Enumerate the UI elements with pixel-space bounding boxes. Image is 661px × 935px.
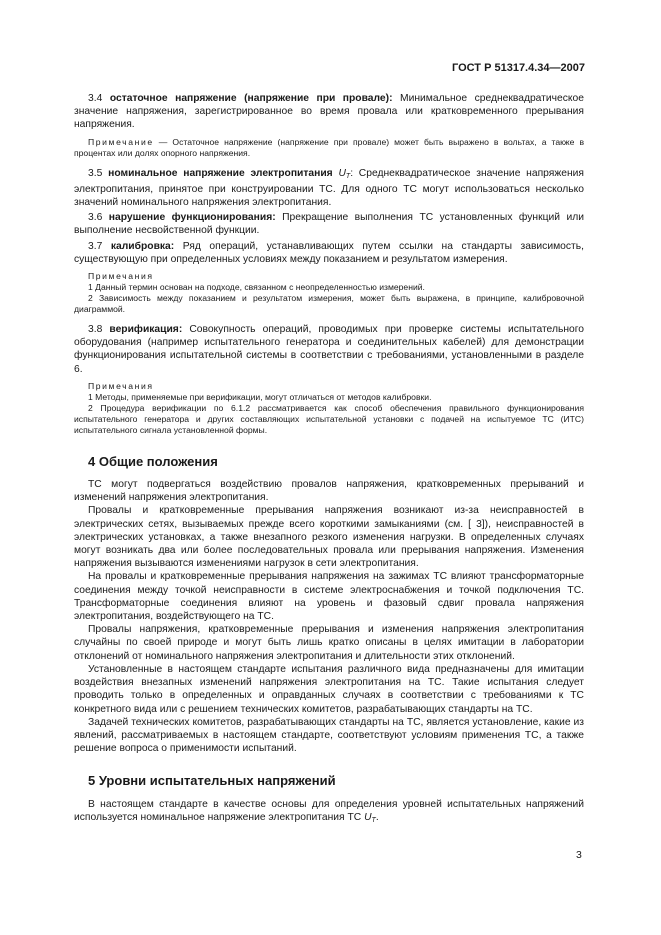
section-4-paragraph: Провалы напряжения, кратковременные прерывания и изменения напряжения электропитания случайны по своей природе и могут быть лишь кратко описаны в целях имитации в лаборатории отклонений от номинального напряжения электропитания и длительности этих отклонений.	[74, 624, 584, 662]
term-title: верификация:	[109, 324, 183, 336]
term-3-4-note	[74, 137, 584, 159]
term-symbol-sub: T	[345, 172, 351, 180]
section-5-symbol-sub: T	[371, 816, 376, 824]
standard-header: ГОСТ Р 51317.4.34—2007	[451, 62, 585, 74]
note-item: 2 Зависимость между показанием и результатом измерения, может быть выражена, в принципе, калибровочной диаграммой.	[74, 293, 584, 315]
term-number: 3.6	[88, 212, 103, 224]
term-definition: Ряд операций, устанавливающих путем ссылки на стандарты зависимость, существующую при определенных условиях между показанием и результатом измерения.	[74, 240, 584, 265]
section-5-paragraph	[74, 798, 584, 827]
section-5-end: .	[375, 811, 379, 823]
term-title: калибровка:	[110, 240, 175, 252]
section-4-paragraph: Провалы и кратковременные прерывания напряжения возникают из-за неисправностей в электрических сетях, вызываемых прежде всего короткими замыканиями (см. [ 3]), неисправностей в электрических установках, а также внезапного резкого изменения нагрузки. В определенных случаях могут возникать два или более последовательных провала или прерывания напряжения. Изменения напряжения вызываются изменениями нагрузок в сети электропитания.	[74, 505, 584, 570]
term-definition: Минимальное среднеквадратическое значение напряжения, зарегистрированное во время провала или кратковременного прерывания напряжения.	[74, 93, 584, 131]
section-4-paragraph: ТС могут подвергаться воздействию провалов напряжения, кратковременных прерываний и изменений напряжения электропитания.	[74, 479, 584, 504]
section-4-paragraph: На провалы и кратковременные прерывания напряжения на зажимах ТС влияют трансформаторные соединения между точкой неисправности в системе электроснабжения и точкой подключения ТС. Трансформаторные соединения влияют на уровень и фазовый сдвиг провала напряжения электропитания, воздействующего на ТС.	[74, 571, 584, 623]
term-3-6	[74, 211, 584, 237]
notes-label: Примечания	[88, 380, 154, 391]
note-text: — Остаточное напряжение (напряжение при провале) может быть выражено в вольтах, а также в процентах или долях опорного напряжения.	[74, 136, 585, 158]
term-number: 3.5	[88, 167, 103, 179]
term-symbol: U	[338, 167, 346, 179]
term-3-7	[74, 240, 584, 266]
term-3-7-notes	[74, 271, 584, 315]
section-5-title: 5 Уровни испытательных напряжений	[88, 773, 336, 789]
term-definition: Совокупность операций, проводимых при проверке системы испытательного оборудования (например испытательного генератора и соединительных кабелей) для демонстрации функционирования испытательной системы в соответствии с требованиями, установленными в разделе 6.	[74, 324, 584, 375]
term-3-8	[74, 323, 584, 376]
term-number: 3.7	[88, 240, 103, 252]
section-4-paragraph: Задачей технических комитетов, разрабатывающих стандарты на ТС, является установление, какие из явлений, рассматриваемых в настоящем стандарте, соответствуют условиям применения ТС, а также решение вопроса о применимости испытаний.	[74, 716, 584, 755]
section-5-text: В настоящем стандарте в качестве основы для определения уровней испытательных напряжений используется номинальное напряжение электропитания ТС	[74, 798, 584, 823]
note-item: 1 Данный термин основан на подходе, связанном с неопределенностью измерений.	[88, 282, 425, 293]
term-number: 3.4	[88, 93, 103, 104]
section-4-title: 4 Общие положения	[88, 453, 218, 469]
page-content	[74, 92, 584, 827]
term-definition: : Среднеквадратическое значение напряжения электропитания, принятое при конструировании ТС. Для одного ТС могут использоваться несколько значений номинального напряжения электропитания.	[74, 167, 584, 209]
term-title: остаточное напряжение (напряжение при провале):	[109, 93, 393, 104]
section-4-paragraph: Установленные в настоящем стандарте испытания различного вида предназначены для имитации воздействия внезапных изменений напряжения электропитания на ТС. Такие испытания следует проводить только в определенных и оправданных случаях в соответствии с требованиями к ТС конкретного вида или с решением технических комитетов, разрабатывающих стандарты на ТС.	[74, 663, 584, 715]
term-title: номинальное напряжение электропитания	[108, 167, 333, 179]
note-item: 1 Методы, применяемые при верификации, могут отличаться от методов калибровки.	[88, 391, 432, 402]
notes-label: Примечания	[88, 271, 154, 282]
note-item: 2 Процедура верификации по 6.1.2 рассматривается как способ обеспечения правильного функционирования испытательного генератора и других составляющих испытательной установки с подачей на испытуемое ТС (ИТС) испытательного сигнала установленной формы.	[74, 402, 584, 435]
term-title: нарушение функционирования:	[108, 212, 276, 224]
term-3-8-notes	[74, 381, 584, 436]
term-3-4	[74, 92, 584, 132]
term-3-5	[74, 167, 584, 210]
term-definition: Прекращение выполнения ТС установленных функций или выполнение несвойственной функции.	[74, 212, 584, 237]
term-number: 3.8	[88, 324, 103, 336]
note-label: Примечание	[88, 136, 154, 147]
section-5-symbol: U	[364, 811, 372, 823]
page-number: 3	[576, 849, 582, 861]
